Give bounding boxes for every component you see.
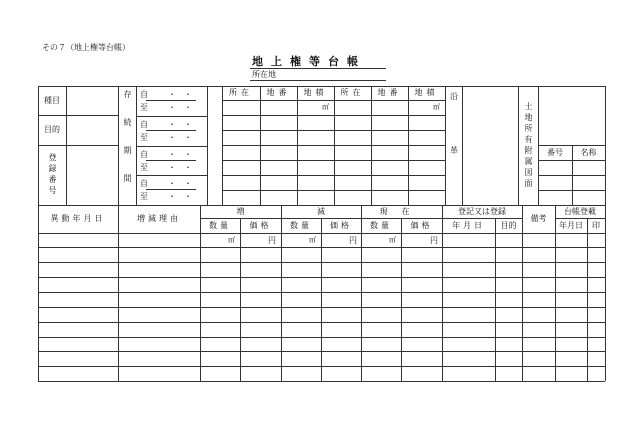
plans-label-cell: [518, 86, 538, 205]
unit-area-2: ㎡: [309, 236, 316, 244]
header-ledger: 台帳登載: [564, 206, 596, 216]
date-dots: ・ ・: [168, 90, 192, 99]
sub-reg-purpose: 目的: [500, 220, 517, 230]
sub-qty-3: 数量: [370, 220, 392, 230]
date-dots: ・ ・: [168, 103, 192, 112]
area-unit-2: ㎡: [433, 103, 440, 111]
header-current: 現在: [379, 206, 424, 216]
unit-area-3: ㎡: [389, 236, 396, 244]
location-underline: [250, 80, 386, 81]
label-period: 存続期間: [123, 89, 132, 202]
date-dots: ・ ・: [168, 163, 192, 172]
label-purpose: 目的: [44, 125, 60, 134]
sub-qty-1: 数量: [209, 220, 231, 230]
period-to-3: 至: [140, 163, 148, 172]
header-change-reason: 増減理由: [137, 214, 181, 223]
period-from-3: 自: [140, 150, 148, 159]
header-change-date: 異動年月日: [50, 214, 106, 223]
label-history: 沿革: [449, 91, 459, 200]
label-type: 種目: [44, 95, 60, 105]
date-dots: ・ ・: [168, 192, 192, 201]
header-registry: 登記又は登録: [458, 206, 506, 216]
header-decrease: 減: [317, 206, 325, 216]
header-remarks: 備考: [530, 214, 547, 223]
header-area-2: 地積: [414, 88, 439, 97]
header-lot-2: 地番: [377, 88, 402, 97]
period-from-4: 自: [140, 179, 148, 188]
date-dots: ・ ・: [168, 179, 192, 188]
sub-price-2: 価格: [330, 220, 352, 230]
sub-reg-date: 年月日: [452, 220, 485, 230]
page-title: 地上権等台帳: [252, 55, 366, 68]
unit-area-1: ㎡: [228, 236, 235, 244]
history-label-cell: [445, 86, 462, 205]
period-to-1: 至: [140, 103, 148, 112]
period-from-2: 自: [140, 120, 148, 129]
sub-qty-2: 数量: [290, 220, 312, 230]
sub-ledger-seal: 印: [592, 220, 600, 230]
header-location-2: 所在: [340, 88, 365, 97]
sub-price-3: 価格: [410, 220, 433, 230]
header-plan-name: 名称: [580, 147, 597, 157]
date-dots: ・ ・: [168, 120, 192, 129]
sub-ledger-date: 年月日: [559, 220, 583, 230]
header-area-1: 地積: [303, 88, 328, 97]
unit-yen-2: 円: [349, 236, 357, 245]
label-reg-no-cell: [38, 145, 66, 205]
unit-yen-3: 円: [430, 236, 438, 245]
header-location-1: 所在: [229, 88, 253, 97]
title-underline: [250, 68, 386, 69]
header-plan-number: 番号: [547, 147, 563, 157]
header-increase: 増: [236, 206, 245, 216]
date-dots: ・ ・: [168, 150, 192, 159]
period-to-2: 至: [140, 133, 148, 142]
sub-price-1: 価格: [249, 220, 272, 230]
area-unit-1: ㎡: [322, 103, 329, 111]
label-attached-plans: 土地所有附属図面: [524, 101, 533, 190]
form-number: その７（地上権等台帳）: [42, 43, 130, 52]
period-label-cell: [118, 86, 136, 205]
header-lot-1: 地番: [266, 88, 291, 97]
unit-yen-1: 円: [268, 236, 276, 245]
period-to-4: 至: [140, 192, 148, 201]
location-label: 所在地: [252, 70, 276, 79]
date-dots: ・ ・: [168, 133, 192, 142]
period-from-1: 自: [140, 90, 148, 99]
label-registration-number: 登録番号: [48, 153, 57, 197]
